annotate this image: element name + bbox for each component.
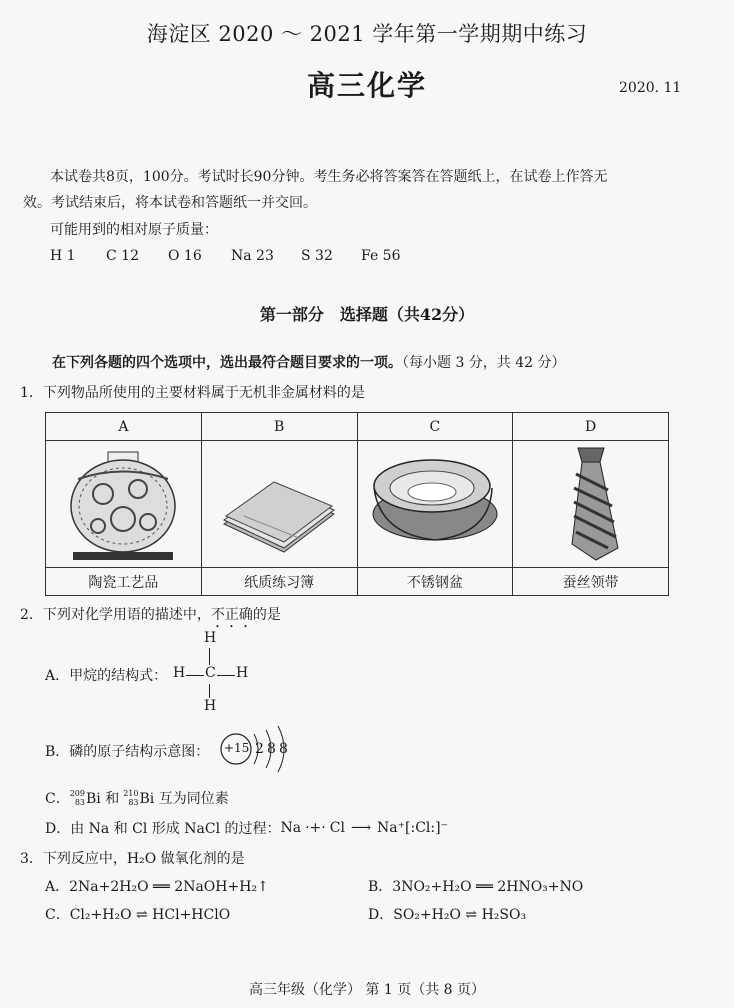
option-name: 蚕丝领带 [513,568,669,596]
q2-option-d [45,818,448,838]
q3-stem: 3．下列反应中，H₂O 做氧化剂的是 [20,851,245,867]
bond-line [186,675,204,676]
atomic-number: 83 [128,798,139,807]
instruction-bold: 在下列各题的四个选项中，选出最符合题目要求的一项。 [52,355,402,371]
q2-stem-post: 的是 [252,607,281,623]
q2-option-b: B．磷的原子结构示意图： [45,744,210,760]
option-c-prefix: C． [45,791,70,807]
q3-option-b: B．3NO₂+H₂O ══ 2HNO₃+NO [368,879,584,895]
methane-h-right: H [236,665,249,681]
option-name: 不锈钢盆 [357,568,513,596]
q3-option-d: D．SO₂+H₂O ⇌ H₂SO₃ [368,907,527,923]
mass-label: 可能用到的相对原子质量： [50,222,218,238]
page-footer: 高三年级（化学） 第 1 页（共 8 页） [248,982,486,998]
q2-option-c [45,788,229,808]
exam-date: 2020. 11 [619,80,682,96]
mass-item: S 32 [301,248,333,264]
shell-count: 2 [255,741,264,757]
methane-h-top: H [204,630,217,646]
vase-image [46,441,202,568]
mass-item: H 1 [50,248,76,264]
atom-structure-diagram [216,722,298,774]
q2-stem [20,604,281,631]
option-letter: A [46,413,202,441]
mass-list [50,248,401,264]
atomic-number: 83 [74,798,85,807]
q3-option-a: A．2Na+2H₂O ══ 2NaOH+H₂↑ [45,879,269,895]
q2-stem-emphasis: 不正确 [210,607,253,623]
cl-symbol: Cl [329,820,345,836]
mass-number: 210 [123,789,139,798]
option-name: 纸质练习簿 [201,568,357,596]
subject-title: 高三化学 [306,69,427,102]
mass-item: Fe 56 [361,248,401,264]
option-c-middle: Bi 和 [86,791,120,807]
mass-number: 209 [69,789,85,798]
option-letter: C [357,413,513,441]
option-name: 陶瓷工艺品 [46,568,202,596]
methane-c: C [205,665,216,681]
option-letter: B [201,413,357,441]
option-d-text: D．由 Na 和 Cl 形成 NaCl 的过程： [45,821,281,837]
methane-h-bottom: H [204,698,217,714]
na-symbol: Na [280,820,302,836]
mass-item: O 16 [168,248,202,264]
silk-tie-image [513,441,669,568]
exam-title: 海淀区 2020 ～ 2021 学年第一学期期中练习 [146,22,588,46]
section-instruction [52,352,566,372]
q2-option-a: A．甲烷的结构式： [45,668,168,684]
intro-line-1: 本试卷共8页，100分。考试时长90分钟。考生务必将答案答在答题纸上，在试卷上作答无 [50,169,608,185]
bi209-nuclide [70,789,85,807]
mass-item: Na 23 [231,248,274,264]
shell-count: 8 [267,741,276,757]
q3-option-c: C．Cl₂+H₂O ⇌ HCl+HClO [45,907,231,923]
bond-line [217,675,235,676]
instruction-rest: （每小题 3 分，共 42 分） [402,355,566,371]
q1-options-table [45,412,669,596]
nacl-product: Na⁺[:Cl:]⁻ [377,820,448,836]
reaction-arrow: ⟶ [350,820,372,836]
bond-line [209,684,210,698]
intro-line-2: 效。考试结束后，将本试卷和答题纸一并交回。 [23,195,317,211]
bi210-nuclide [123,789,138,807]
q1-stem: 1．下列物品所使用的主要材料属于无机非金属材料的是 [20,385,365,401]
nucleus-charge: +15 [224,741,250,755]
electron-dot: ·+· [305,820,326,836]
option-c-suffix: Bi 互为同位素 [139,791,229,807]
methane-structure [172,630,252,716]
steel-basin-image [357,441,513,568]
option-letter: D [513,413,669,441]
section-title: 第一部分 选择题（共42分） [259,305,475,324]
q2-stem-pre: 2．下列对化学用语的描述中， [20,607,211,623]
shell-count: 8 [279,741,288,757]
bond-line [209,648,210,665]
mass-item: C 12 [106,248,139,264]
methane-h-left: H [173,665,186,681]
notebook-image [201,441,357,568]
